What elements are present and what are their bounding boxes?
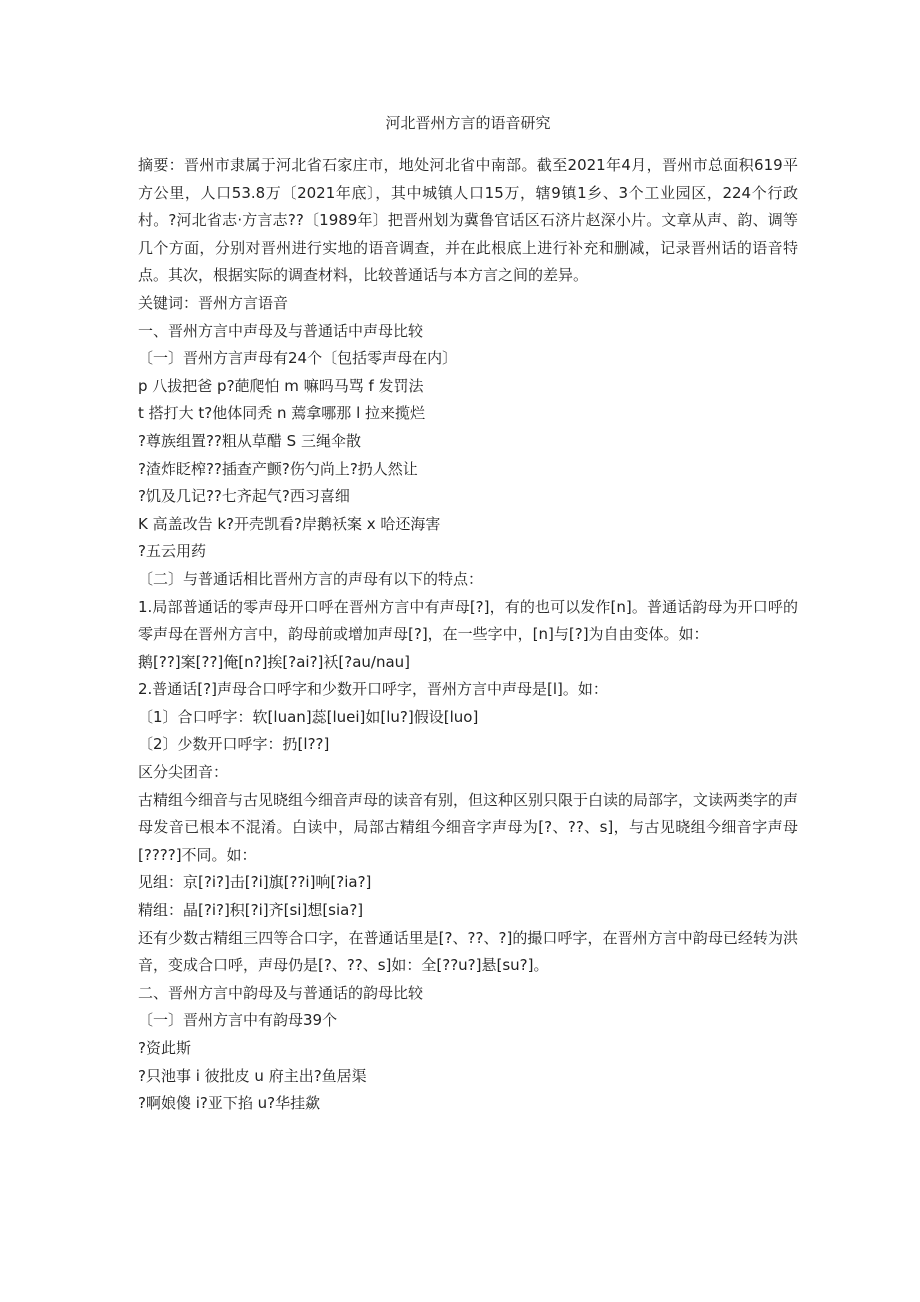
initials-row: p 八拔把爸 p?葩爬怕 m 嘛吗马骂 f 发罚法 bbox=[138, 376, 424, 395]
point-1-examples: 鹅[??]案[??]俺[n?]挨[?ai?]袄[?au/nau] bbox=[138, 652, 411, 671]
point-2-example-b: 〔2〕少数开口呼字：扔[l??] bbox=[138, 735, 330, 754]
abstract-paragraph: 摘要：晋州市隶属于河北省石家庄市，地处河北省中南部。截至2021年4月，晋州市总面积619平方公里，人口53.8万〔2021年底〕，其中城镇人口15万，辖9镇1乡、3个工业园区，224个行政村。?河北省志·方言志??〔1989年〕把晋州划为冀鲁官话区石济片赵深小片。文章从声、韵、调等几个方面，分别对晋州进行实地的语音调查，并在此根底上进行补充和删减，记录晋州话的语音特点。其次，根据实际的调查材料，比较普通话与本方言之间的差异。 bbox=[138, 156, 798, 285]
initials-row: K 高盖改告 k?开壳凯看?岸鹅袄案 x 哈还海害 bbox=[138, 514, 441, 533]
subsection-2-heading: 〔二〕与普通话相比晋州方言的声母有以下的特点： bbox=[138, 569, 484, 588]
distinguish-paragraph: 古精组今细音与古见晓组今细音声母的读音有别，但这种区别只限于白读的局部字，文读两类字的声母发音已根本不混淆。白读中，局部古精组今细音字声母为[?、??、s]，与古见晓组今细音字声母[????]不同。如： bbox=[138, 790, 799, 864]
remaining-paragraph: 还有少数古精组三四等合口字，在普通话里是[?、??、?]的撮口呼字，在晋州方言中韵母已经转为洪音，变成合口呼，声母仍是[?、??、s]如：全[??u?]悬[su?]。 bbox=[138, 928, 798, 975]
initials-row: ?饥及几记??七齐起气?西习喜细 bbox=[138, 487, 350, 506]
point-1-paragraph: 1.局部普通话的零声母开口呼在晋州方言中有声母[?]，有的也可以发作[n]。普通话韵母为开口呼的零声母在晋州方言中，韵母前或增加声母[?]，在一些字中，[n]与[?]为自由变体。如： bbox=[138, 597, 798, 644]
initials-row: ?渣炸眨榨??插查产颤?伤勺尚上?扔人然让 bbox=[138, 459, 418, 478]
finals-row: ?资此斯 bbox=[138, 1039, 191, 1057]
section-1-heading: 一、晋州方言中声母及与普通话中声母比较 bbox=[138, 321, 424, 340]
initials-row: t 搭打大 t?他体同秃 n 蔫拿哪那 l 拉来揽烂 bbox=[138, 404, 426, 423]
initials-row: ?五云用药 bbox=[138, 542, 206, 561]
keywords-line: 关键词：晋州方言语音 bbox=[138, 293, 289, 312]
point-2-example-a: 〔1〕合口呼字：软[luan]蕊[luei]如[lu?]假设[luo] bbox=[138, 707, 479, 726]
distinguish-heading: 区分尖团音： bbox=[138, 763, 229, 782]
point-2-paragraph: 2.普通话[?]声母合口呼字和少数开口呼字，晋州方言中声母是[l]。如： bbox=[138, 680, 608, 699]
initials-row: ?尊族组置??粗从草醋 S 三绳伞散 bbox=[138, 431, 361, 450]
finals-row: ?啊娘傻 i?亚下掐 u?华挂歘 bbox=[138, 1094, 321, 1113]
finals-row: ?只池事 i 彼批皮 u 府主出?鱼居渠 bbox=[138, 1066, 367, 1085]
jian-group-line: 见组：京[?i?]击[?i]旗[??i]响[?ia?] bbox=[138, 873, 372, 892]
jing-group-line: 精组：晶[?i?]积[?i]齐[si]想[sia?] bbox=[138, 901, 364, 920]
document-page bbox=[138, 112, 798, 1118]
finals-heading: 〔一〕晋州方言中有韵母39个 bbox=[138, 1011, 338, 1030]
section-2-heading: 二、晋州方言中韵母及与普通话的韵母比较 bbox=[138, 983, 424, 1002]
subsection-1-heading: 〔一〕晋州方言声母有24个〔包括零声母在内〕 bbox=[138, 349, 458, 368]
document-title: 河北晋州方言的语音研究 bbox=[385, 114, 551, 132]
